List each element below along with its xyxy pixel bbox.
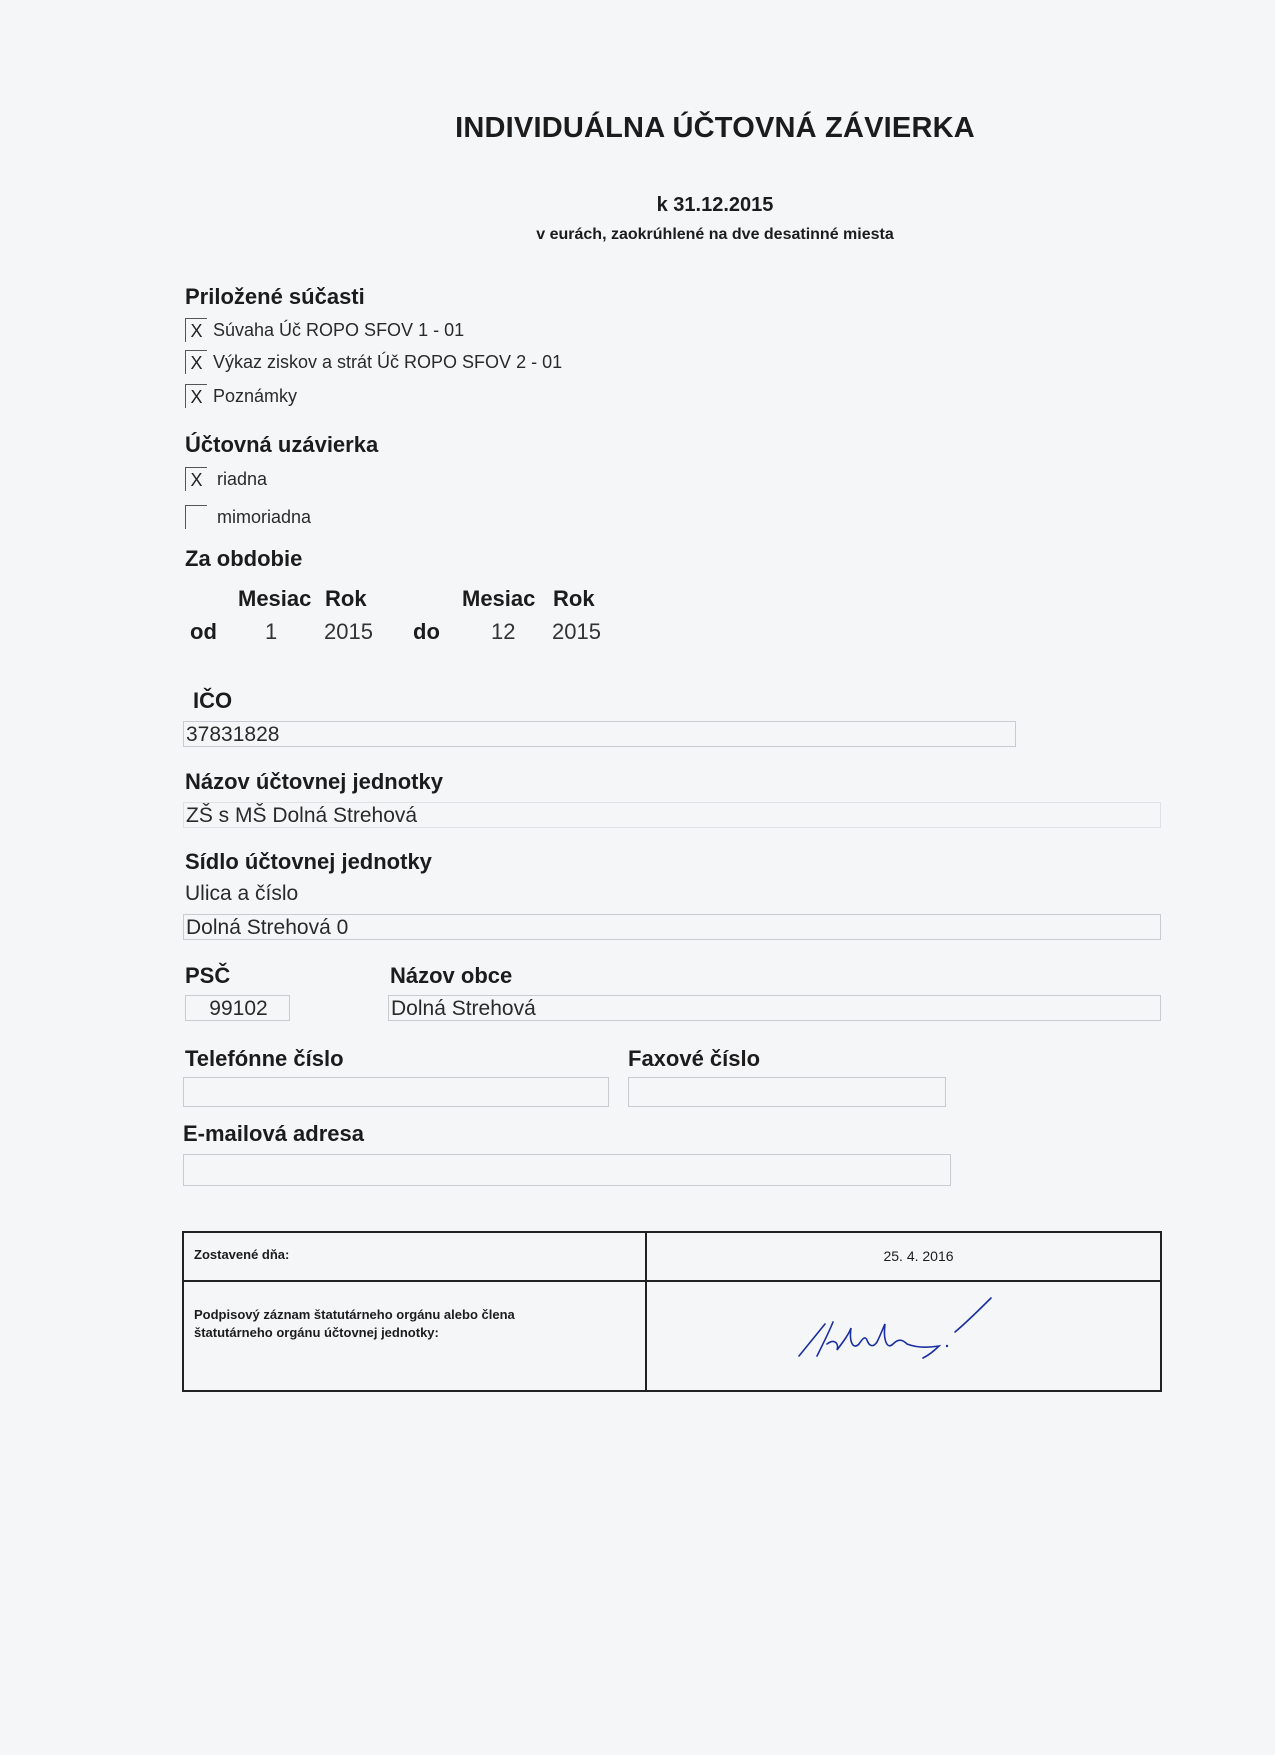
period-from-month: 1 [265, 619, 278, 644]
phone-label: Telefónne číslo [185, 1046, 344, 1071]
period-from-year-header: Rok [325, 586, 367, 611]
period-to-month: 12 [491, 619, 516, 644]
period-heading: Za obdobie [185, 546, 303, 571]
period-from-label: od [190, 619, 217, 644]
ico-label: IČO [193, 688, 233, 713]
period-from-year: 2015 [324, 619, 373, 644]
signature-label-line2: štatutárneho orgánu účtovnej jednotky: [194, 1325, 439, 1340]
fax-label: Faxové číslo [628, 1046, 761, 1071]
attachments-heading: Priložené súčasti [185, 284, 365, 309]
phone-field[interactable] [183, 1077, 609, 1107]
fax-field[interactable] [628, 1077, 946, 1107]
closure-label: mimoriadna [217, 506, 312, 527]
checkbox: X [185, 384, 207, 408]
checkbox: X [185, 318, 207, 342]
attachment-label: Poznámky [213, 385, 298, 406]
street-label: Ulica a číslo [185, 882, 299, 905]
document-date: k 31.12.2015 [656, 194, 774, 216]
signature-label-line1: Podpisový záznam štatutárneho orgánu alebo člena [194, 1307, 515, 1322]
city-label: Názov obce [390, 963, 513, 988]
seat-label: Sídlo účtovnej jednotky [185, 849, 432, 874]
signature-cell [646, 1281, 1161, 1391]
email-field[interactable] [183, 1154, 951, 1186]
compiled-label: Zostavené dňa: [183, 1232, 646, 1281]
period-to-year: 2015 [552, 619, 601, 644]
document-title: INDIVIDUÁLNA ÚČTOVNÁ ZÁVIERKA [455, 112, 975, 144]
attachment-item [185, 384, 297, 408]
closure-heading: Účtovná uzávierka [185, 432, 379, 457]
period-to-year-header: Rok [553, 586, 595, 611]
period-to-label: do [413, 619, 440, 644]
email-label: E-mailová adresa [183, 1121, 364, 1146]
handwritten-signature [787, 1294, 1017, 1374]
closure-label: riadna [217, 468, 268, 489]
entity-name-label: Názov účtovnej jednotky [185, 769, 443, 794]
attachment-label: Súvaha Úč ROPO SFOV 1 - 01 [213, 319, 465, 340]
period-to-month-header: Mesiac [462, 586, 536, 611]
signature-label [183, 1281, 646, 1391]
signature-table [182, 1231, 1162, 1392]
checkbox: X [185, 467, 207, 491]
checkbox [185, 505, 207, 529]
city-field[interactable]: Dolná Strehová [388, 995, 1161, 1021]
attachment-label: Výkaz ziskov a strát Úč ROPO SFOV 2 - 01 [213, 351, 563, 372]
attachment-item [185, 350, 562, 374]
compiled-date: 25. 4. 2016 [646, 1232, 1161, 1281]
psc-field[interactable]: 99102 [185, 995, 290, 1021]
street-field[interactable]: Dolná Strehová 0 [183, 914, 1161, 940]
checkbox: X [185, 350, 207, 374]
closure-item [185, 505, 311, 529]
closure-item [185, 467, 267, 491]
entity-name-field[interactable]: ZŠ s MŠ Dolná Strehová [183, 802, 1161, 828]
document-subtitle: v eurách, zaokrúhlené na dve desatinné miesta [536, 226, 894, 243]
psc-label: PSČ [185, 963, 231, 988]
period-from-month-header: Mesiac [238, 586, 312, 611]
attachment-item [185, 318, 464, 342]
ico-field[interactable]: 37831828 [183, 721, 1016, 747]
